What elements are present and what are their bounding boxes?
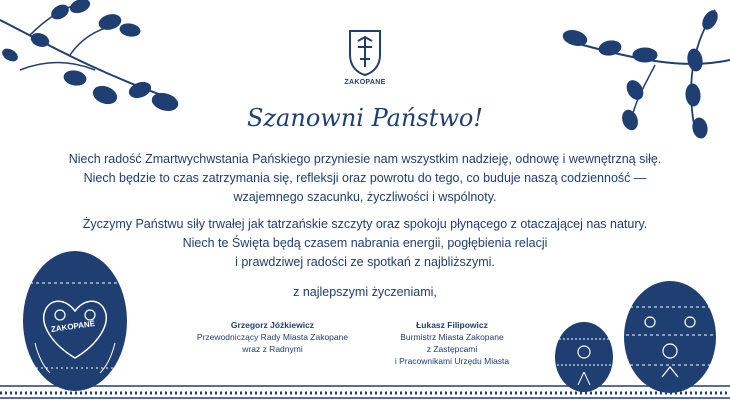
paragraph-line: Niech będzie to czas zatrzymania się, refleksji oraz powrotu do tego, co buduje naszą codzienność — bbox=[83, 171, 647, 185]
egg-label: ZAKOPANE bbox=[50, 318, 96, 335]
greeting-title: Szanowni Państwo! bbox=[246, 104, 484, 132]
signatory-name: Grzegorz Jóźkiewicz bbox=[230, 320, 315, 330]
signatory-role: z Zastępcami bbox=[426, 344, 478, 354]
signature-block-left bbox=[180, 319, 365, 355]
paragraph-line: Życzymy Państwu siły trwałej jak tatrzańskie szczyty oraz spokoju płynącego z otaczającej nas natury. bbox=[82, 217, 648, 231]
easter-egg-small-icon bbox=[553, 317, 615, 393]
paragraph-line: wzajemnego szacunku, życzliwości i wspólnoty. bbox=[233, 190, 497, 204]
logo-city-name: ZAKOPANE bbox=[344, 79, 386, 86]
greeting-paragraph-2 bbox=[40, 215, 690, 272]
signature-block-right bbox=[357, 319, 547, 367]
pussy-willow-branch-left bbox=[0, 0, 190, 120]
easter-egg-left-icon bbox=[20, 243, 130, 393]
paragraph-line: Niech te Święta będą czasem nabrania energii, pogłębienia relacji bbox=[182, 236, 548, 250]
greeting-paragraph-1 bbox=[40, 150, 690, 207]
paragraph-line: i prawdziwej radości ze spotkań z najbliższymi. bbox=[235, 255, 495, 269]
closing-line: z najlepszymi życzeniami, bbox=[293, 285, 437, 299]
signatory-role: i Pracownikami Urzędu Miasta bbox=[394, 356, 510, 366]
signatory-role: Przewodniczący Rady Miasta Zakopane bbox=[196, 332, 349, 342]
signatory-role: wraz z Radnymi bbox=[242, 344, 303, 354]
bottom-border-pattern bbox=[0, 383, 730, 400]
easter-egg-large-icon bbox=[622, 277, 718, 395]
paragraph-line: Niech radość Zmartwychwstania Pańskiego przyniesie nam wszystkim nadzieję, odnowę i wewnętrzną siłę. bbox=[68, 152, 662, 166]
signatory-role: Burmistrz Miasta Zakopane bbox=[400, 332, 504, 342]
signatory-name: Łukasz Filipowicz bbox=[416, 320, 488, 330]
city-coat-of-arms-icon bbox=[346, 27, 384, 77]
